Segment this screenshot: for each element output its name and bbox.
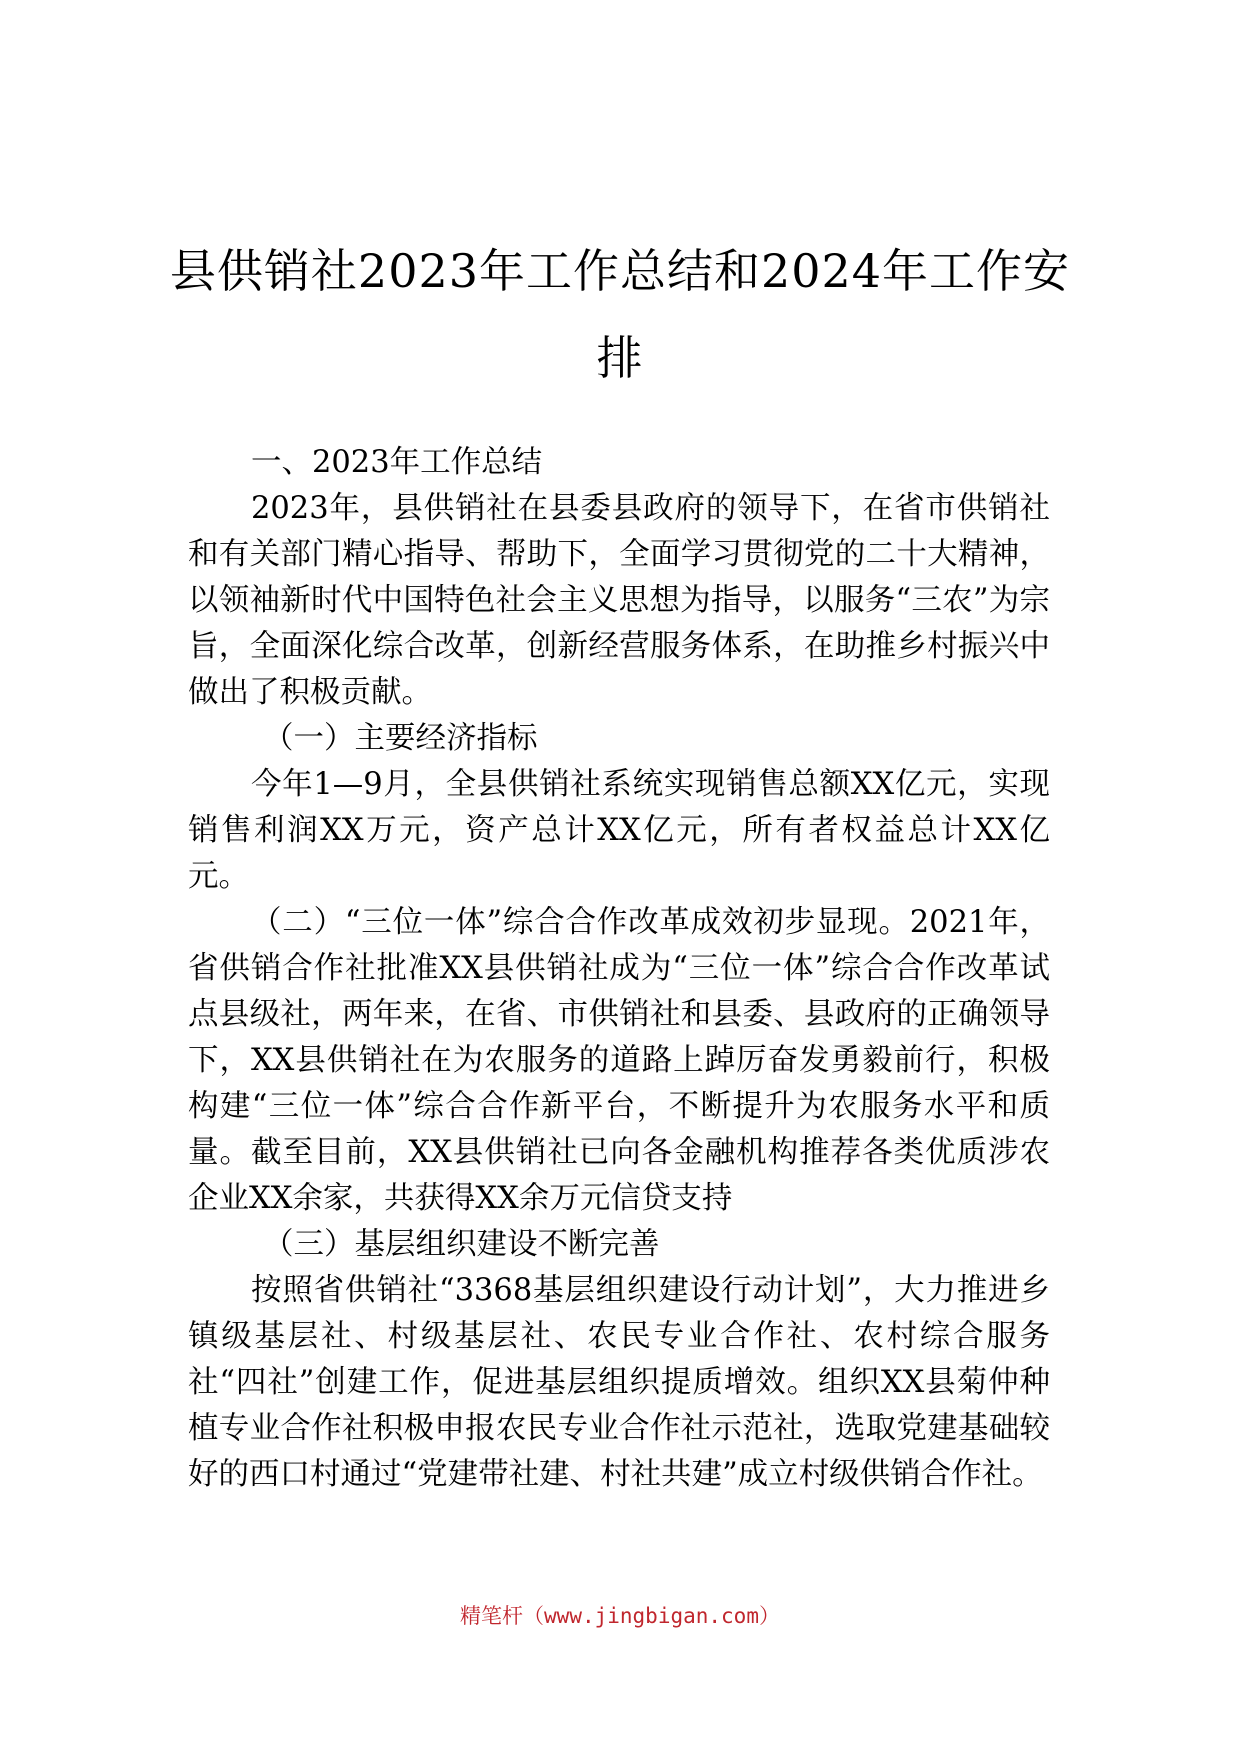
footer-watermark: 精笔杆（www.jingbigan.com） — [460, 1604, 780, 1628]
document-title-line2: 排 — [596, 331, 644, 385]
paragraph: 今年1—9月，全县供销社系统实现销售总额XX亿元，实现销售利润XX万元，资产总计XX亿元，所有者权益总计XX亿元。 — [188, 767, 1050, 894]
section-heading-1: 一、2023年工作总结 — [251, 445, 543, 480]
subsection-heading: （一）主要经济指标 — [263, 721, 538, 756]
paragraph: （二）“三位一体”综合合作改革成效初步显现。2021年，省供销合作社批准XX县供销社成为“三位一体”综合合作改革试点县级社，两年来，在省、市供销社和县委、县政府的正确领导下，XX县供销社在为农服务的道路上踔厉奋发勇毅前行，积极构建“三位一体”综合合作新平台，不断提升为农服务水平和质量。截至目前，XX县供销社已向各金融机构推荐各类优质涉农企业XX余家，共获得XX余万元信贷支持 — [188, 905, 1050, 1216]
document-title-line1: 县供销社2023年工作总结和2024年工作安 — [169, 244, 1071, 298]
paragraph: 2023年，县供销社在县委县政府的领导下，在省市供销社和有关部门精心指导、帮助下，全面学习贯彻党的二十大精神，以领袖新时代中国特色社会主义思想为指导，以服务“三农”为宗旨，全面深化综合改革，创新经营服务体系，在助推乡村振兴中做出了积极贡献。 — [188, 491, 1050, 710]
document-body — [188, 440, 1050, 1498]
paragraph: 按照省供销社“3368基层组织建设行动计划”，大力推进乡镇级基层社、村级基层社、农民专业合作社、农村综合服务社“四社”创建工作，促进基层组织提质增效。组织XX县菊仲种植专业合作社积极申报农民专业合作社示范社，选取党建基础较好的西口村通过“党建带社建、村社共建”成立村级供销合作社。 — [188, 1273, 1050, 1492]
subsection-heading: （三）基层组织建设不断完善 — [263, 1227, 660, 1262]
